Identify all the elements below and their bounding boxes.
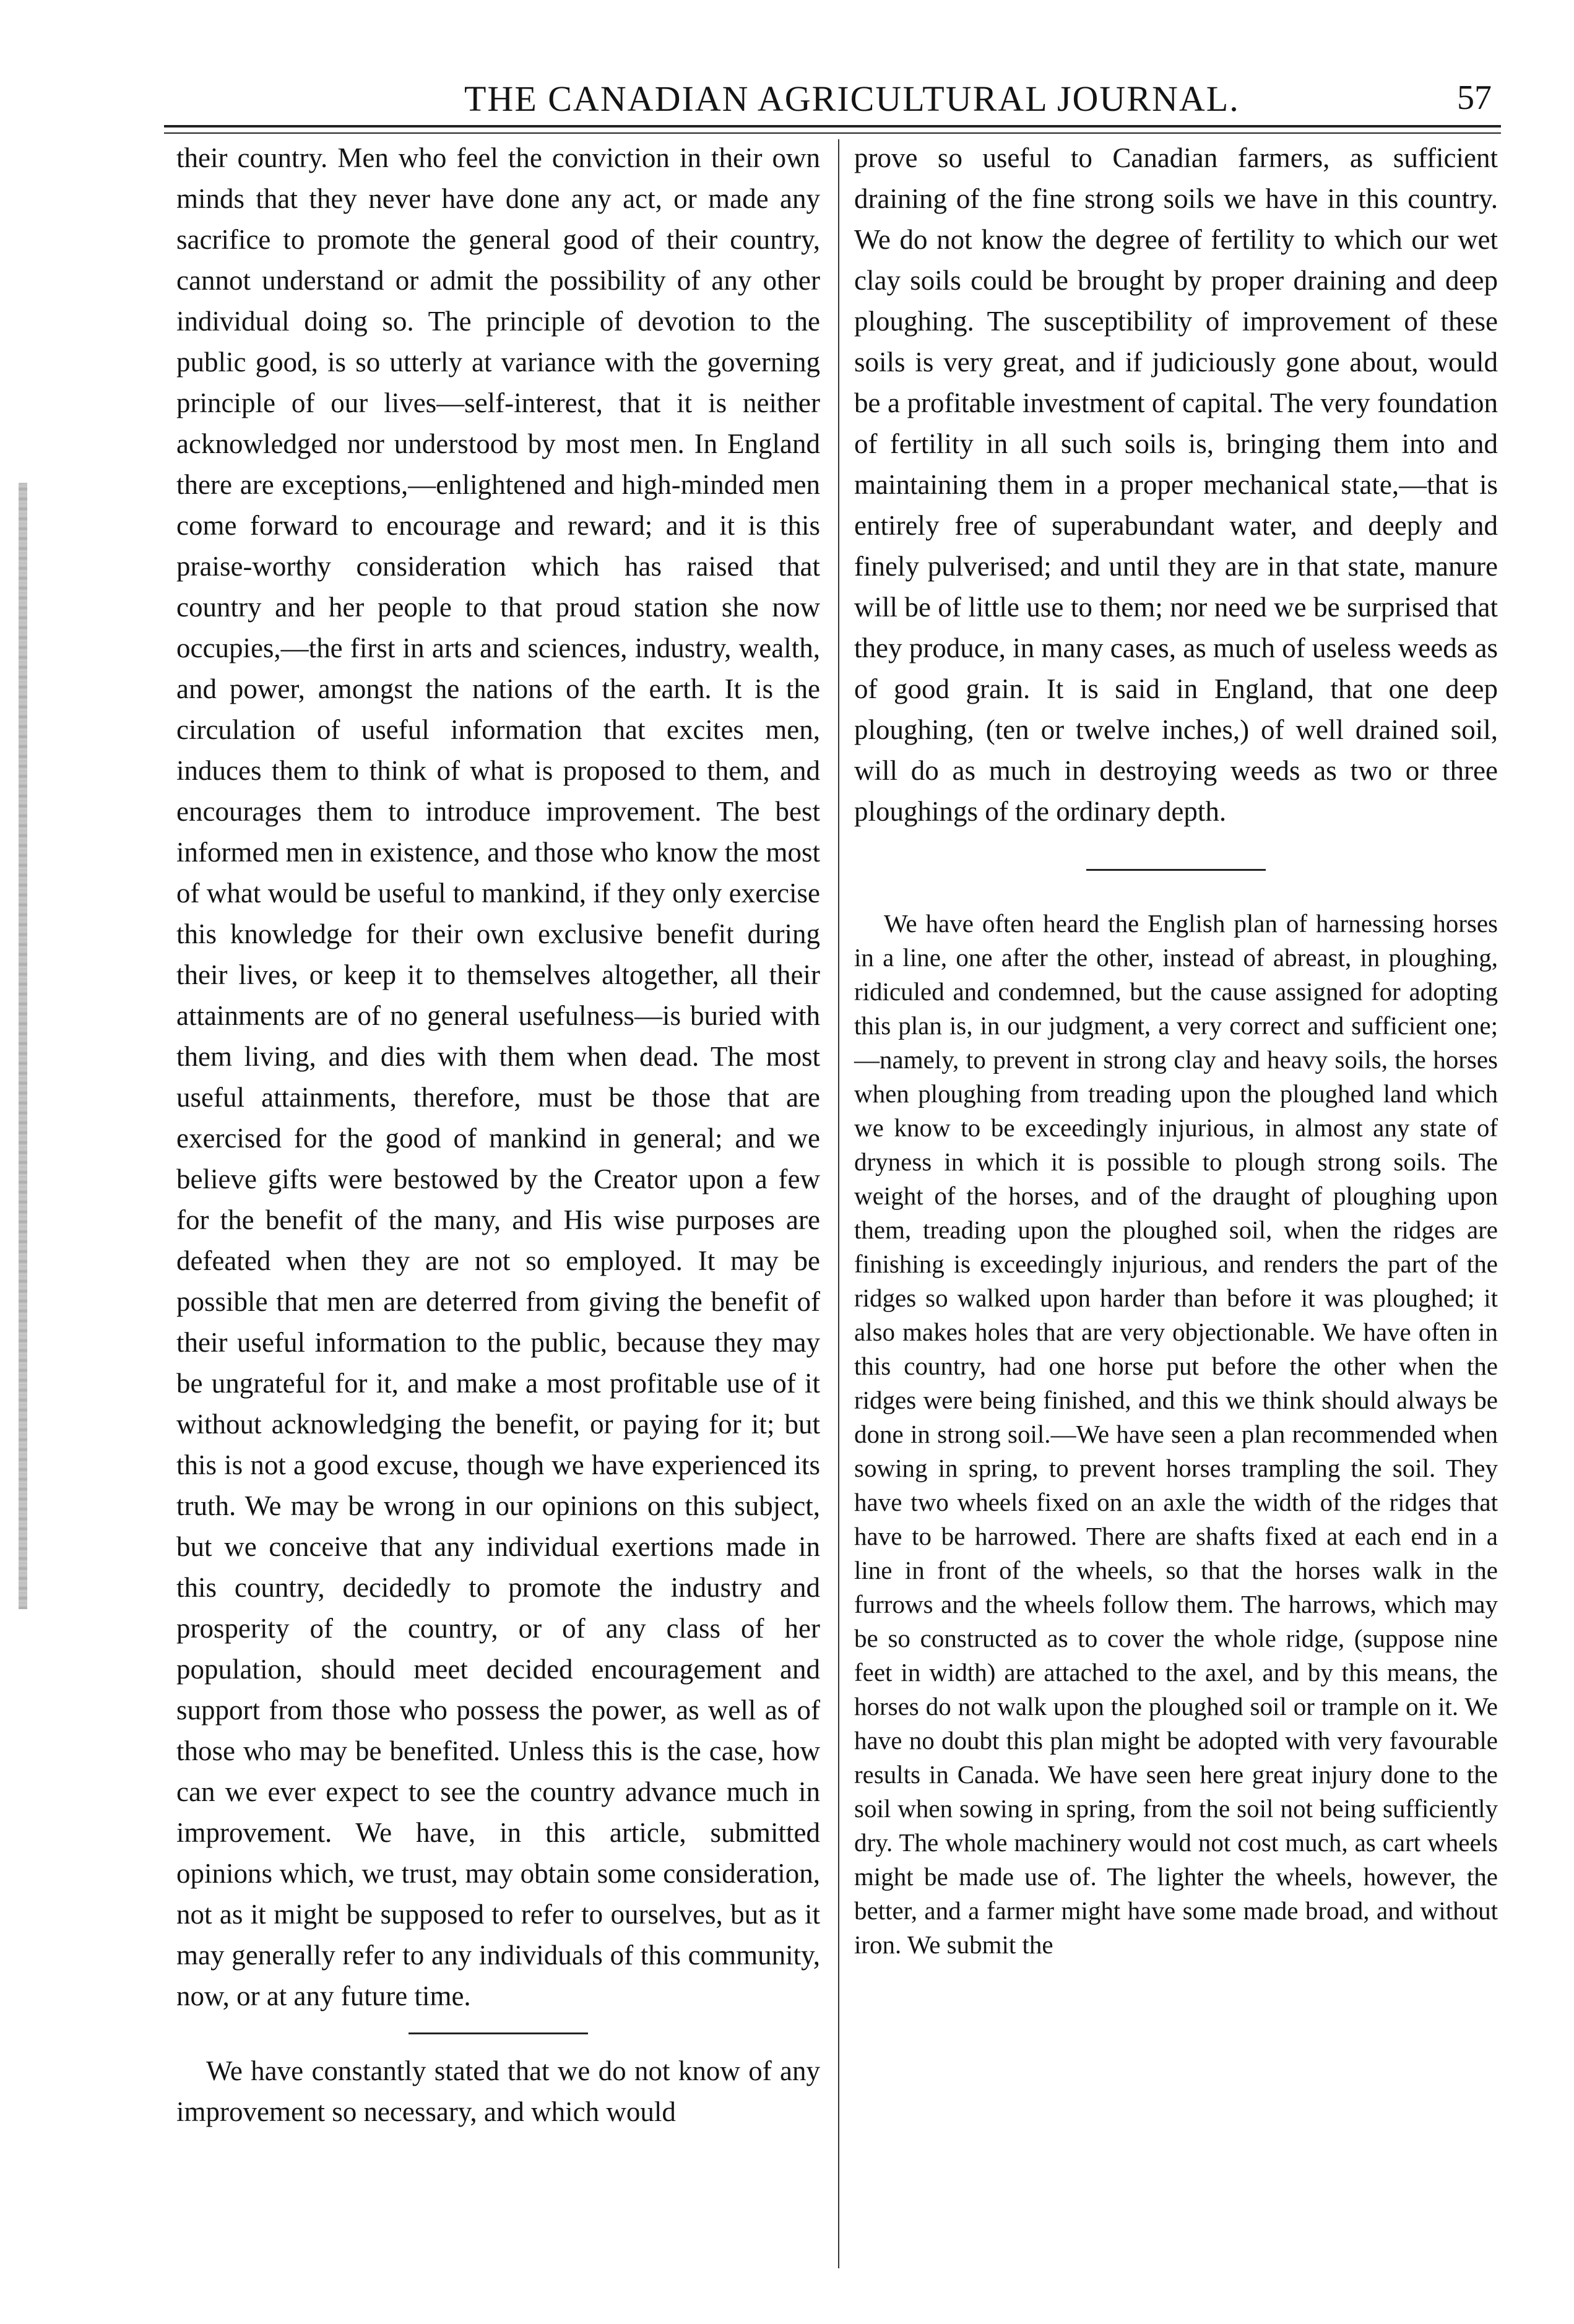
scan-binding-strip	[19, 483, 27, 1609]
article-paragraph-2-start: We have constantly stated that we do not know of any improvement so necessary, and which would	[176, 2055, 820, 2127]
article-paragraph-3: We have often heard the English plan of harnessing horses in a line, one after the other, instead of abreast, in ploughing, ridiculed and condemned, but the cause assigned for adopting this plan is, in our judgment, a very correct and sufficient one;—namely, to prevent in strong clay and heavy soils, the horses when ploughing from treading upon the ploughed land which we know to be exceedingly injurious, in almost any state of dryness in which it is possible to plough strong soils. The weight of the horses, and of the draught of ploughing upon them, treading upon the ploughed soil, when the ridges are finishing is exceedingly injurious, and renders the part of the ridges so walked upon harder than before it was ploughed; it also makes holes that are very objectionable. We have often in this country, had one horse put before the other when the ridges were being finished, and this we think should always be done in strong soil.—We have seen a plan recommended when sowing in spring, to prevent horses trampling the soil. They have two wheels fixed on an axle the width of the ridges that have to be harrowed. There are shafts fixed at each end in a line in front of the wheels, so that the horses walk in the furrows and the wheels follow them. The harrows, which may be so constructed as to cover the whole ridge, (suppose nine feet in width) are attached to the axel, and by this means, the horses do not walk upon the ploughed soil or trample on it. We have no doubt this plan might be adopted with very favourable results in Canada. We have seen here great injury done to the soil when sowing in spring, from the soil not being sufficiently dry. The whole machinery would not cost much, as cart wheels might be made use of. The lighter the wheels, however, the better, and a farmer might have some made broad, and without iron. We submit the	[854, 909, 1498, 1959]
page-number: 57	[1457, 79, 1492, 117]
section-divider-left	[409, 2032, 588, 2034]
header-rule	[164, 125, 1501, 134]
article-paragraph-1: their country. Men who feel the conviction in their own minds that they never have done any act, or made any sacrifice to promote the general good of their country, cannot understand or admit the possibility of any other individual doing so. The principle of devotion to the public good, is so utterly at variance with the governing principle of our lives—self-interest, that it is neither acknowledged nor understood by most men. In England there are exceptions,—enlightened and high-minded men come forward to encourage and reward; and it is this praise-worthy consideration which has raised that country and her people to that proud station she now occupies,—the first in arts and sciences, industry, wealth, and power, amongst the nations of the earth. It is the circulation of useful information that excites men, induces them to think of what is proposed to them, and encourages them to introduce improvement. The best informed men in existence, and those who know the most of what would be useful to mankind, if they only exercise this knowledge for their own exclusive benefit during their lives, or keep it to themselves altogether, all their attainments are of no general usefulness—is buried with them living, and dies with them when dead. The most useful attainments, therefore, must be those that are exercised for the good of mankind in general; and we believe gifts were bestowed by the Creator upon a few for the benefit of the many, and His wise purposes are defeated when they are not so employed. It may be possible that men are deterred from giving the benefit of their useful information to the public, because they may be ungrateful for it, and make a most profitable use of it without acknowledging the benefit, or paying for it; but this is not a good excuse, though we have experienced its truth. We may be wrong in our opinions on this subject, but we conceive that any individual exertions made in this country, decidedly to promote the industry and prosperity of the country, or of any class of her population, should meet decided encouragement and support from those who possess the power, as well as of those who may be benefited. Unless this is the case, how can we ever expect to see the country advance much in improvement. We have, in this article, submitted opinions which, we trust, may obtain some consideration, not as it might be supposed to refer to ourselves, but as it may generally refer to any individuals of this community, now, or at any future time.	[176, 142, 820, 2011]
left-column	[176, 137, 820, 2132]
section-divider-right	[1086, 869, 1266, 871]
column-divider	[838, 139, 839, 2268]
page-header	[167, 73, 1498, 123]
article-paragraph-2-end: prove so useful to Canadian farmers, as sufficient draining of the fine strong soils we have in this country. We do not know the degree of fertility to which our wet clay soils could be brought by proper draining and deep ploughing. The susceptibility of improvement of these soils is very great, and if judiciously gone about, would be a profitable investment of capital. The very foundation of fertility in all such soils is, bringing them into and maintaining them in a proper mechanical state,—that is entirely free of superabundant water, and deeply and finely pulverised; and until they are in that state, manure will be of little use to them; nor need we be surprised that they produce, in many cases, as much of useless weeds as of good grain. It is said in England, that one deep ploughing, (ten or twelve inches,) of well drained soil, will do as much in destroying weeds as two or three ploughings of the ordinary depth.	[854, 142, 1498, 827]
journal-title: THE CANADIAN AGRICULTURAL JOURNAL.	[464, 79, 1240, 119]
right-column	[854, 137, 1498, 1962]
scan-edge-marks	[0, 0, 37, 2324]
